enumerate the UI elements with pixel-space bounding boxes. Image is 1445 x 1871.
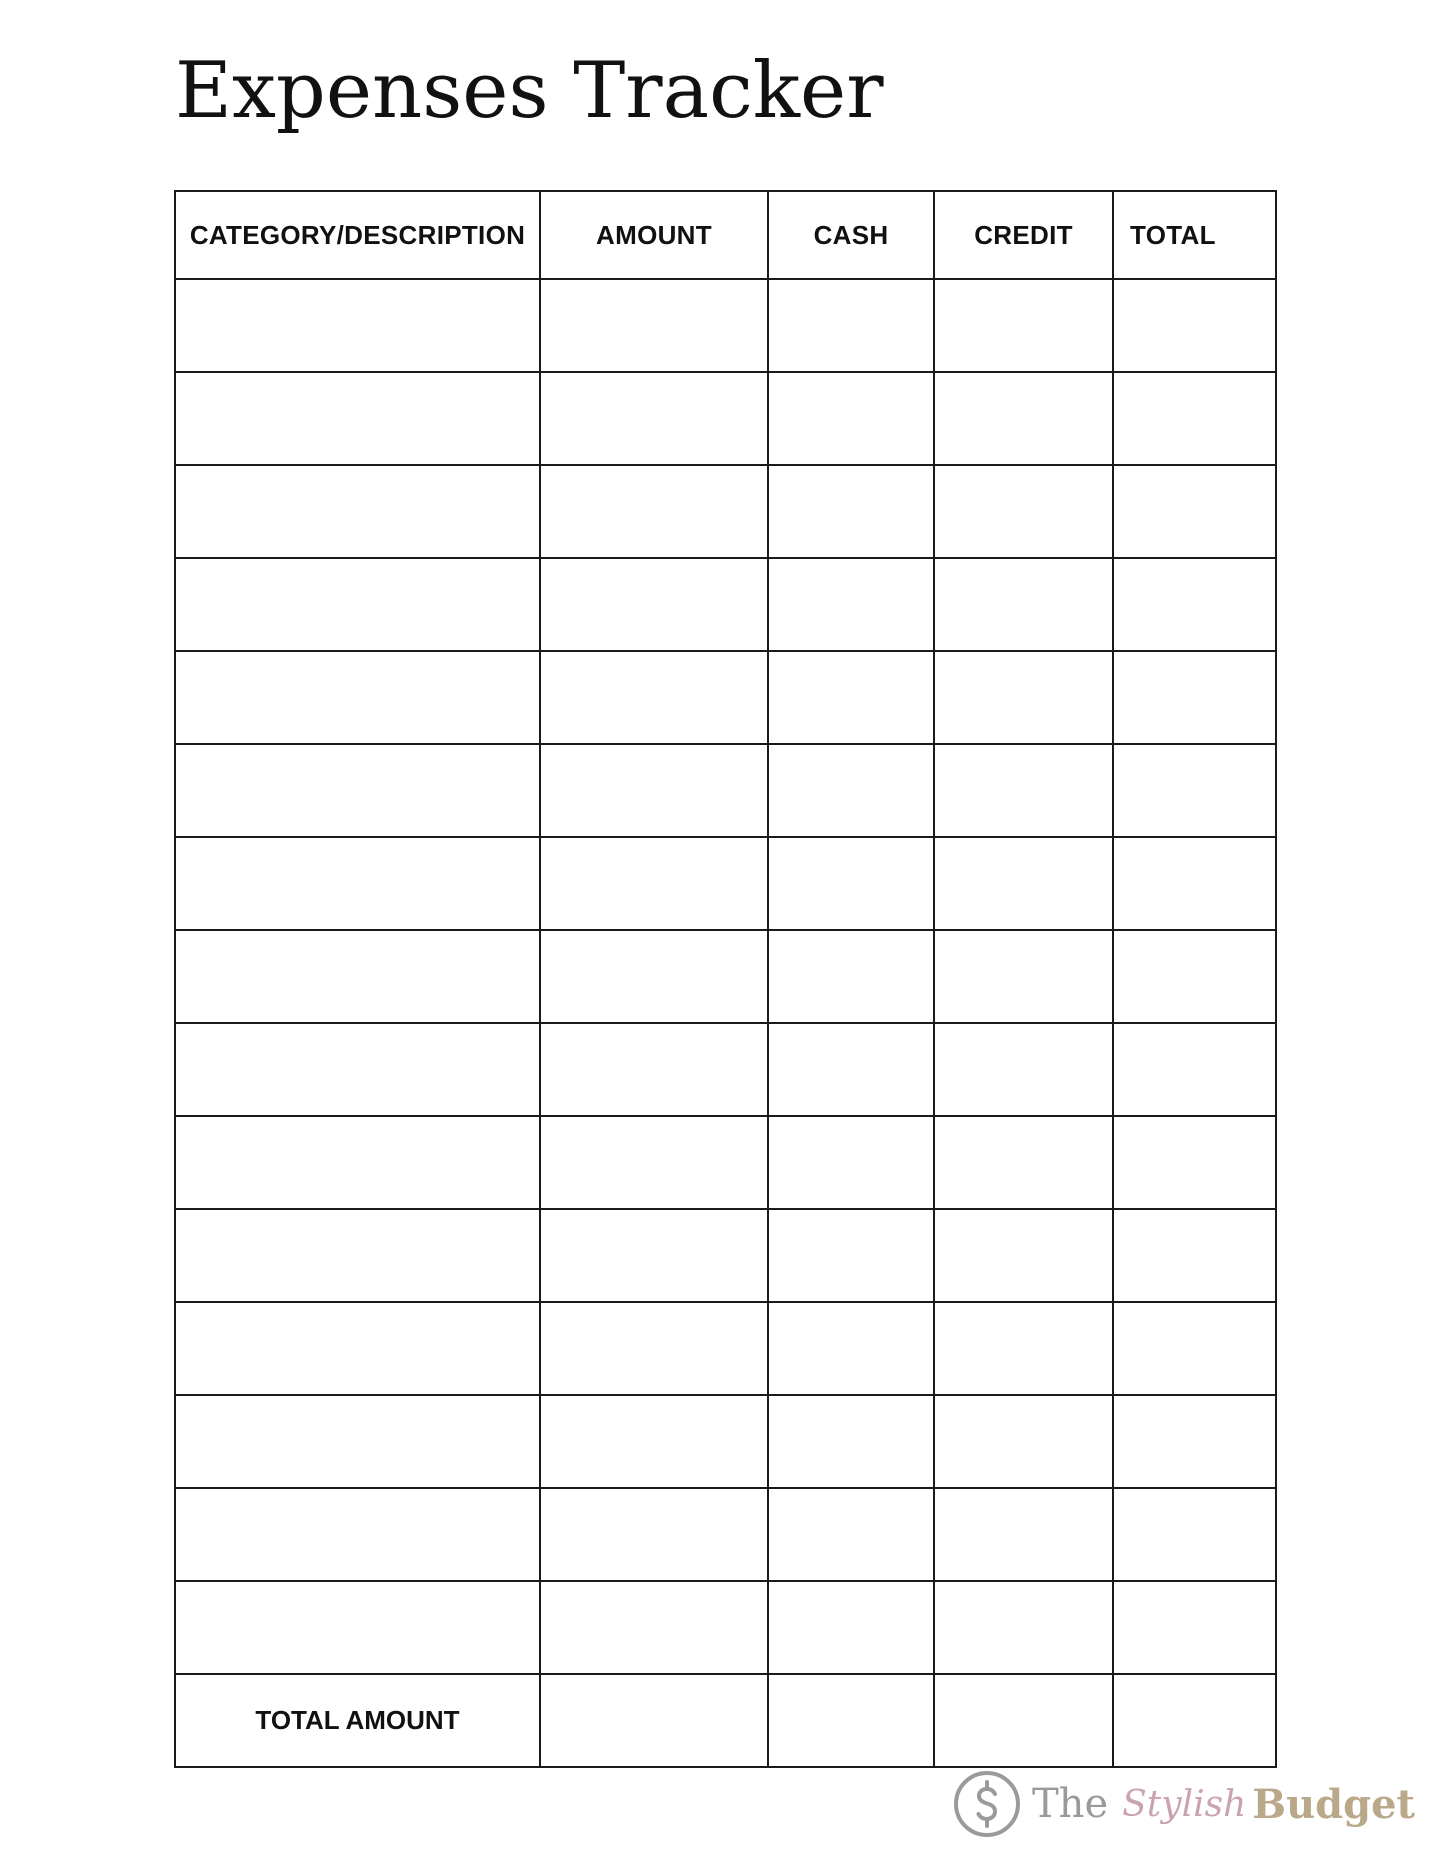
category-cell[interactable] <box>175 279 540 372</box>
amount-cell[interactable] <box>540 372 768 465</box>
total-cash-cell[interactable] <box>768 1674 934 1767</box>
page-title: Expenses Tracker <box>175 46 884 136</box>
table-row <box>175 279 1276 372</box>
credit-cell[interactable] <box>934 837 1113 930</box>
total-cell[interactable] <box>1113 1395 1276 1488</box>
cash-cell[interactable] <box>768 1581 934 1674</box>
amount-cell[interactable] <box>540 1209 768 1302</box>
table-row <box>175 651 1276 744</box>
amount-cell[interactable] <box>540 1302 768 1395</box>
credit-cell[interactable] <box>934 372 1113 465</box>
total-cell[interactable] <box>1113 1116 1276 1209</box>
table-row <box>175 1116 1276 1209</box>
credit-cell[interactable] <box>934 744 1113 837</box>
cash-cell[interactable] <box>768 930 934 1023</box>
cash-cell[interactable] <box>768 744 934 837</box>
table-row <box>175 837 1276 930</box>
total-cell[interactable] <box>1113 1581 1276 1674</box>
amount-cell[interactable] <box>540 558 768 651</box>
amount-cell[interactable] <box>540 744 768 837</box>
brand-the: The <box>1032 1781 1109 1827</box>
total-cell[interactable] <box>1113 558 1276 651</box>
category-cell[interactable] <box>175 1302 540 1395</box>
amount-cell[interactable] <box>540 1488 768 1581</box>
total-cell[interactable] <box>1113 837 1276 930</box>
amount-cell[interactable] <box>540 1116 768 1209</box>
cash-cell[interactable] <box>768 1488 934 1581</box>
category-cell[interactable] <box>175 465 540 558</box>
total-cell[interactable] <box>1113 372 1276 465</box>
credit-cell[interactable] <box>934 1116 1113 1209</box>
amount-cell[interactable] <box>540 279 768 372</box>
category-cell[interactable] <box>175 1209 540 1302</box>
brand-logo <box>952 1768 1415 1840</box>
dollar-circle-icon <box>952 1769 1022 1839</box>
credit-cell[interactable] <box>934 930 1113 1023</box>
total-row <box>175 1674 1276 1767</box>
cash-cell[interactable] <box>768 465 934 558</box>
brand-stylish: Stylish <box>1122 1783 1247 1825</box>
header-category: CATEGORY/DESCRIPTION <box>175 191 540 279</box>
cash-cell[interactable] <box>768 558 934 651</box>
total-total-cell[interactable] <box>1113 1674 1276 1767</box>
credit-cell[interactable] <box>934 1581 1113 1674</box>
credit-cell[interactable] <box>934 1023 1113 1116</box>
table-row <box>175 1581 1276 1674</box>
category-cell[interactable] <box>175 651 540 744</box>
amount-cell[interactable] <box>540 930 768 1023</box>
total-cell[interactable] <box>1113 1488 1276 1581</box>
cash-cell[interactable] <box>768 279 934 372</box>
header-credit: CREDIT <box>934 191 1113 279</box>
total-cell[interactable] <box>1113 465 1276 558</box>
header-cash: CASH <box>768 191 934 279</box>
table-row <box>175 465 1276 558</box>
credit-cell[interactable] <box>934 651 1113 744</box>
header-row <box>175 191 1276 279</box>
category-cell[interactable] <box>175 837 540 930</box>
amount-cell[interactable] <box>540 651 768 744</box>
amount-cell[interactable] <box>540 465 768 558</box>
credit-cell[interactable] <box>934 279 1113 372</box>
total-cell[interactable] <box>1113 1209 1276 1302</box>
category-cell[interactable] <box>175 930 540 1023</box>
category-cell[interactable] <box>175 372 540 465</box>
cash-cell[interactable] <box>768 1023 934 1116</box>
cash-cell[interactable] <box>768 651 934 744</box>
credit-cell[interactable] <box>934 1302 1113 1395</box>
total-cell[interactable] <box>1113 1023 1276 1116</box>
cash-cell[interactable] <box>768 372 934 465</box>
cash-cell[interactable] <box>768 837 934 930</box>
category-cell[interactable] <box>175 744 540 837</box>
total-amount-cell[interactable] <box>540 1674 768 1767</box>
table-row <box>175 1488 1276 1581</box>
category-cell[interactable] <box>175 1395 540 1488</box>
category-cell[interactable] <box>175 1116 540 1209</box>
cash-cell[interactable] <box>768 1302 934 1395</box>
amount-cell[interactable] <box>540 837 768 930</box>
amount-cell[interactable] <box>540 1581 768 1674</box>
category-cell[interactable] <box>175 1581 540 1674</box>
total-cell[interactable] <box>1113 651 1276 744</box>
category-cell[interactable] <box>175 1488 540 1581</box>
category-cell[interactable] <box>175 1023 540 1116</box>
table-row <box>175 1023 1276 1116</box>
total-cell[interactable] <box>1113 930 1276 1023</box>
table-row <box>175 1395 1276 1488</box>
credit-cell[interactable] <box>934 465 1113 558</box>
table-row <box>175 1302 1276 1395</box>
expenses-table <box>174 190 1277 1768</box>
amount-cell[interactable] <box>540 1395 768 1488</box>
cash-cell[interactable] <box>768 1395 934 1488</box>
brand-budget: Budget <box>1252 1780 1416 1828</box>
amount-cell[interactable] <box>540 1023 768 1116</box>
credit-cell[interactable] <box>934 1209 1113 1302</box>
header-total: TOTAL <box>1113 191 1276 279</box>
table-row <box>175 1209 1276 1302</box>
total-cell[interactable] <box>1113 1302 1276 1395</box>
cash-cell[interactable] <box>768 1116 934 1209</box>
total-amount-label: TOTAL AMOUNT <box>175 1674 540 1767</box>
category-cell[interactable] <box>175 558 540 651</box>
table-row <box>175 930 1276 1023</box>
table-row <box>175 372 1276 465</box>
total-credit-cell[interactable] <box>934 1674 1113 1767</box>
total-cell[interactable] <box>1113 279 1276 372</box>
credit-cell[interactable] <box>934 1395 1113 1488</box>
total-cell[interactable] <box>1113 744 1276 837</box>
cash-cell[interactable] <box>768 1209 934 1302</box>
table-row <box>175 558 1276 651</box>
header-amount: AMOUNT <box>540 191 768 279</box>
table-row <box>175 744 1276 837</box>
credit-cell[interactable] <box>934 558 1113 651</box>
credit-cell[interactable] <box>934 1488 1113 1581</box>
